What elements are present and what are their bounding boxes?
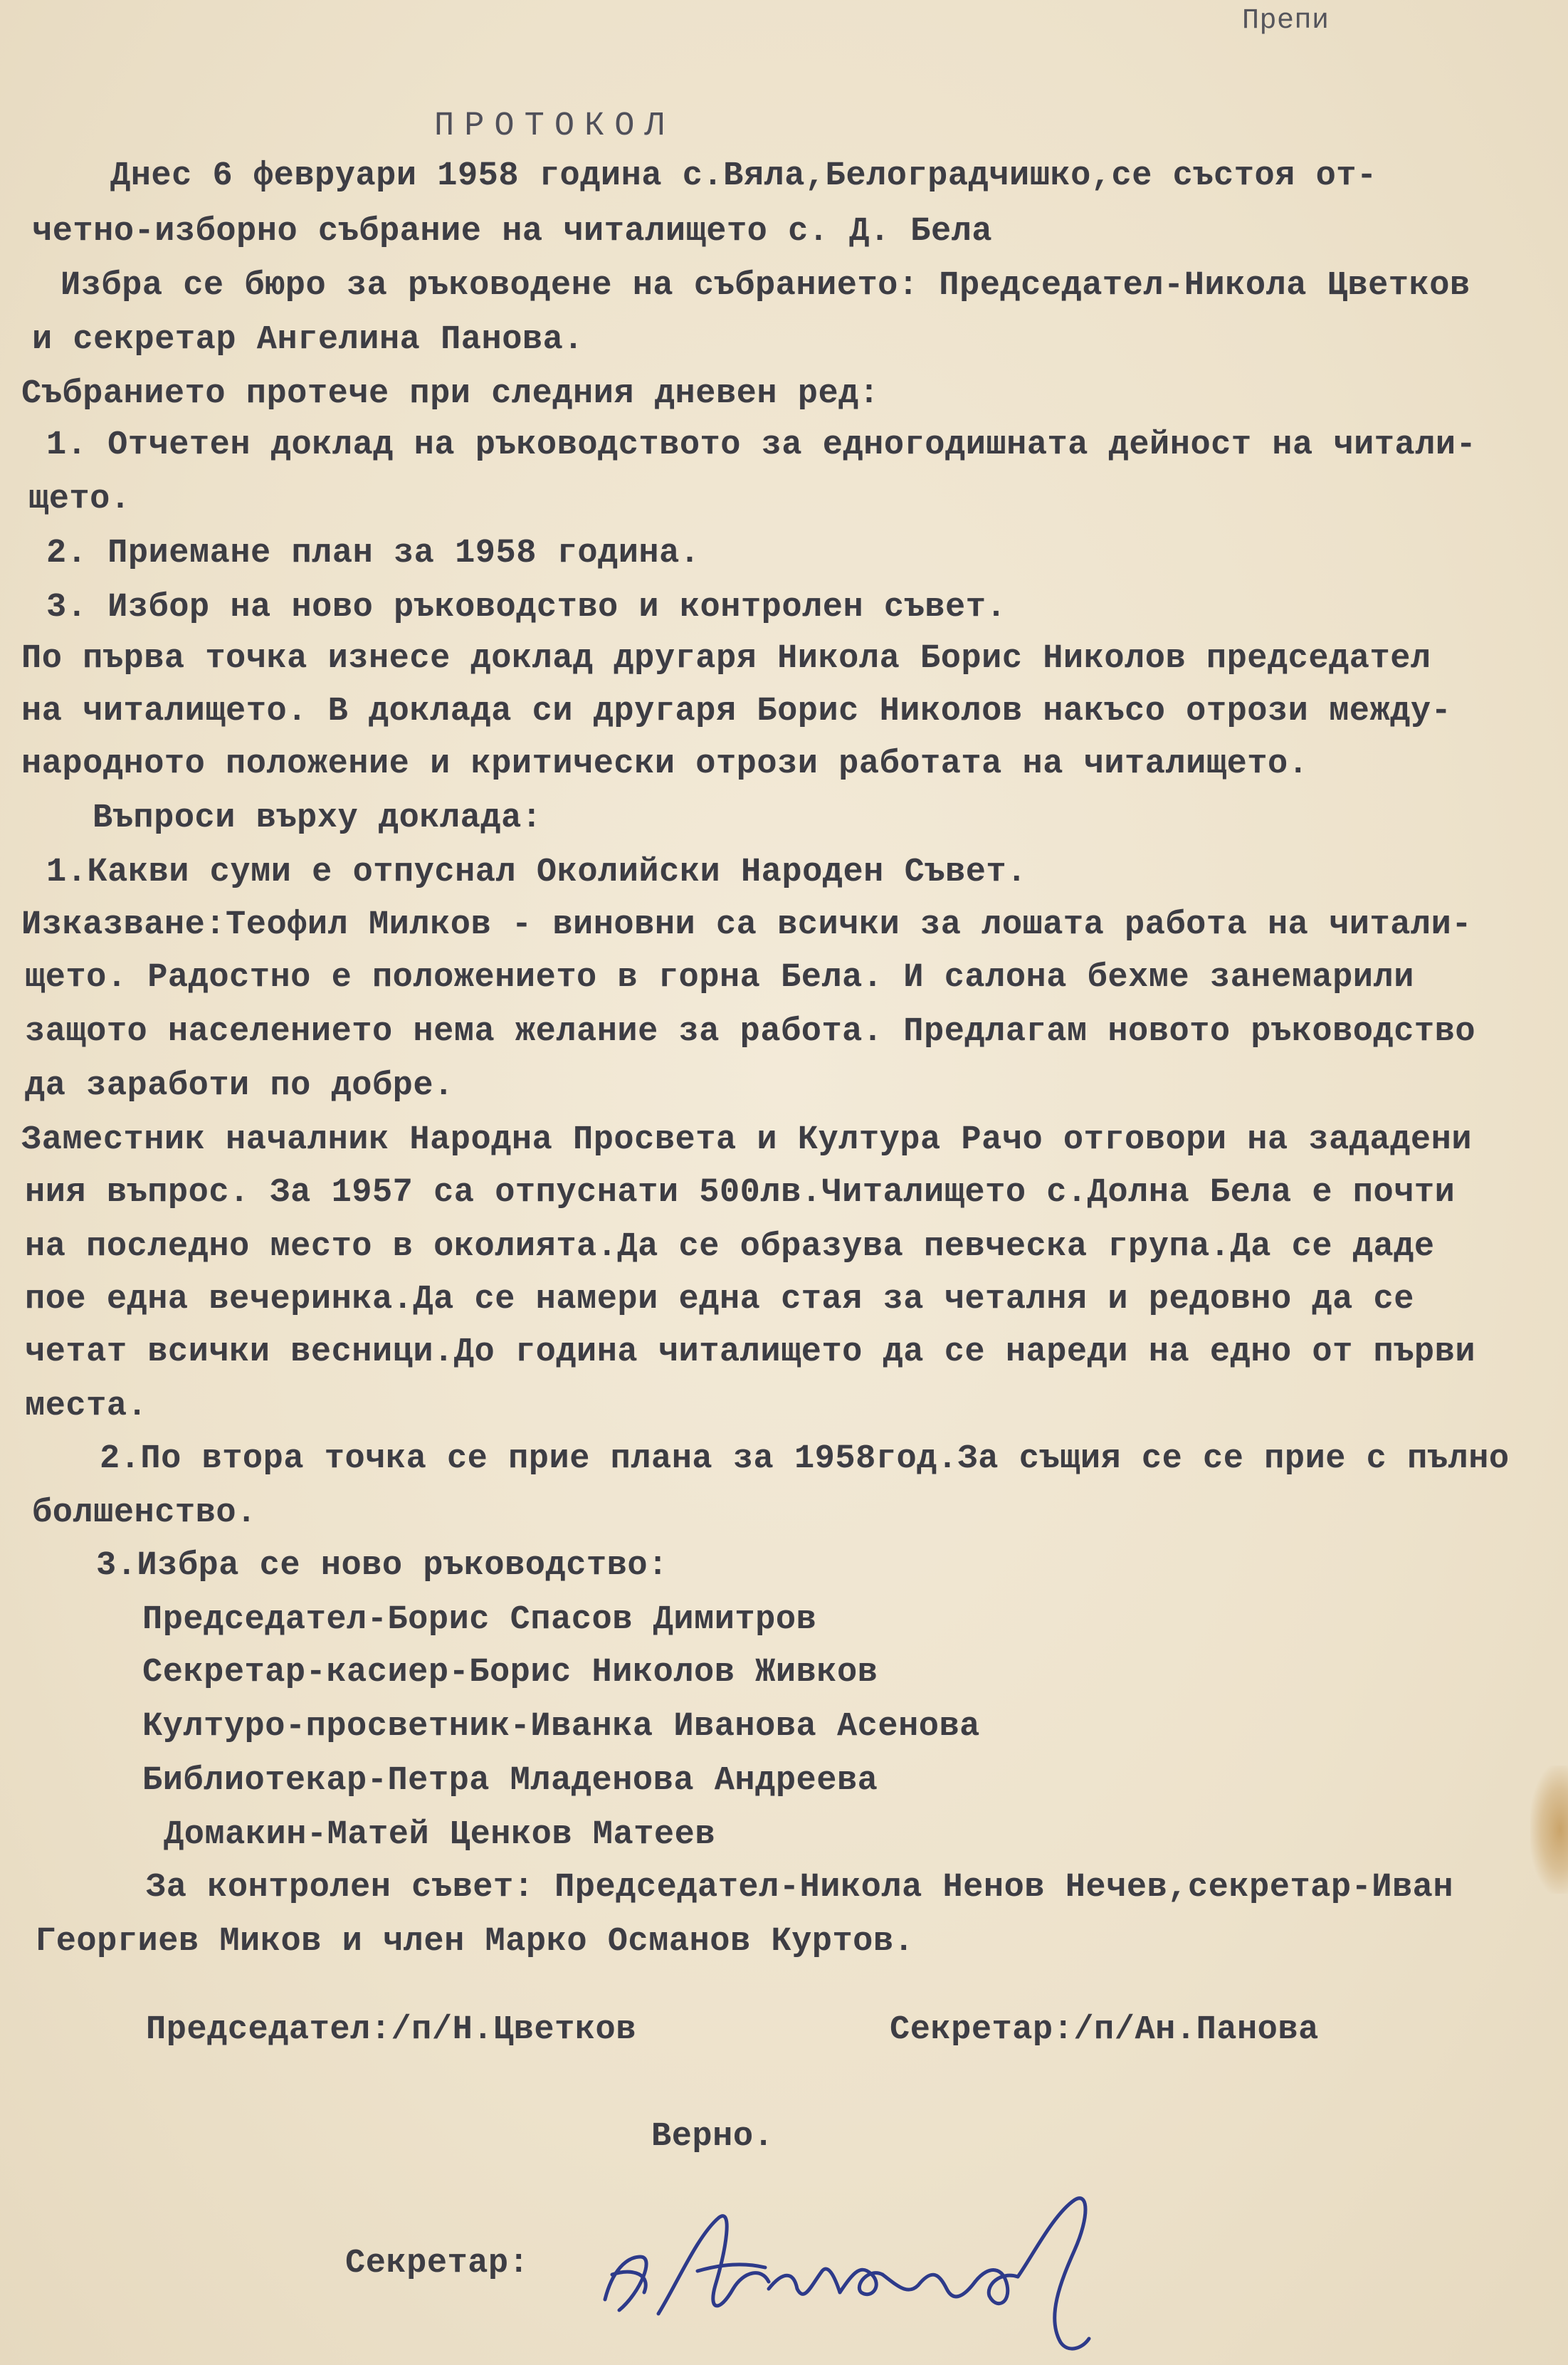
body-line-19: Заместник началник Народна Просвета и Култура Рачо отговори на зададени	[21, 1121, 1473, 1159]
body-line-27: 3.Избра се ново ръководство:	[96, 1547, 668, 1585]
body-line-3: Избра се бюро за ръководене на събранието: Председател-Никола Цветков	[60, 267, 1470, 305]
body-line-14: 1.Какви суми е отпуснал Околийски Народен Съвет.	[46, 854, 1027, 891]
body-line-34: Георгиев Миков и член Марко Османов Куртов.	[36, 1923, 915, 1961]
body-line-23: четат всички весници.До година читалището да се нареди на едно от първи	[25, 1333, 1476, 1371]
body-line-26: болшенство.	[32, 1494, 257, 1532]
body-line-17: защото населението нема желание за работа. Предлагам новото ръководство	[25, 1013, 1476, 1051]
body-line-6: 1. Отчетен доклад на ръководството за едногодишната дейност на читали-	[46, 426, 1477, 464]
body-line-29: Секретар-касиер-Борис Николов Живков	[142, 1654, 878, 1692]
header-corner-text: Препи	[1242, 5, 1330, 37]
body-line-15: Изказване:Теофил Милков - виновни са всички за лошата работа на читали-	[21, 906, 1473, 944]
body-line-20: ния въпрос. За 1957 са отпуснати 500лв.Читалището с.Долна Бела е почти	[25, 1174, 1456, 1212]
body-line-18: да заработи по добре.	[25, 1067, 454, 1105]
secretary-signature-line: Секретар:/п/Ан.Панова	[890, 2011, 1319, 2049]
body-line-33: За контролен съвет: Председател-Никола Ненов Нечев,секретар-Иван	[146, 1869, 1454, 1907]
body-line-2: четно-изборно събрание на читалището с. Д. Бела	[32, 213, 993, 251]
body-line-13: Въпроси върху доклада:	[93, 799, 542, 837]
body-line-8: 2. Приемане план за 1958 година.	[46, 535, 700, 572]
paper-stain	[1530, 1766, 1568, 1894]
chairman-signature-line: Председател:/п/Н.Цветков	[146, 2011, 636, 2049]
body-line-12: народното положение и критически отрози работата на читалището.	[21, 745, 1309, 783]
body-line-21: на последно место в околията.Да се образува певческа група.Да се даде	[25, 1228, 1435, 1266]
body-line-10: По първа точка изнесе доклад другаря Никола Борис Николов председател	[21, 640, 1431, 678]
final-secretary-label: Секретар:	[345, 2245, 530, 2282]
body-line-22: пое една вечеринка.Да се намери една стая за четалня и редовно да се	[25, 1281, 1414, 1318]
body-line-32: Домакин-Матей Ценков Матеев	[164, 1816, 716, 1854]
body-line-16: щето. Радостно е положението в горна Бела. И салона бехме занемарили	[25, 959, 1414, 997]
handwritten-signature	[591, 2150, 1160, 2356]
body-line-4: и секретар Ангелина Панова.	[32, 321, 584, 359]
body-line-24: места.	[25, 1388, 148, 1425]
certified-text: Верно.	[651, 2118, 774, 2156]
body-line-28: Председател-Борис Спасов Димитров	[142, 1601, 817, 1639]
body-line-31: Библиотекар-Петра Младенова Андреева	[142, 1762, 878, 1800]
body-line-11: на читалището. В доклада си другаря Борис Николов накъсо отрози между-	[21, 693, 1452, 730]
body-line-5: Събранието протече при следния дневен ред:	[21, 375, 880, 413]
body-line-25: 2.По втора точка се прие плана за 1958год.За същия се се прие с пълно	[100, 1440, 1510, 1478]
body-line-7: щето.	[28, 481, 131, 518]
body-line-9: 3. Избор на ново ръководство и контролен съвет.	[46, 589, 1007, 626]
body-line-30: Културо-просветник-Иванка Иванова Асенова	[142, 1708, 980, 1746]
body-line-1: Днес 6 февруари 1958 година с.Вяла,Белоградчишко,се състоя от-	[110, 157, 1377, 195]
document-title: ПРОТОКОЛ	[434, 108, 675, 145]
